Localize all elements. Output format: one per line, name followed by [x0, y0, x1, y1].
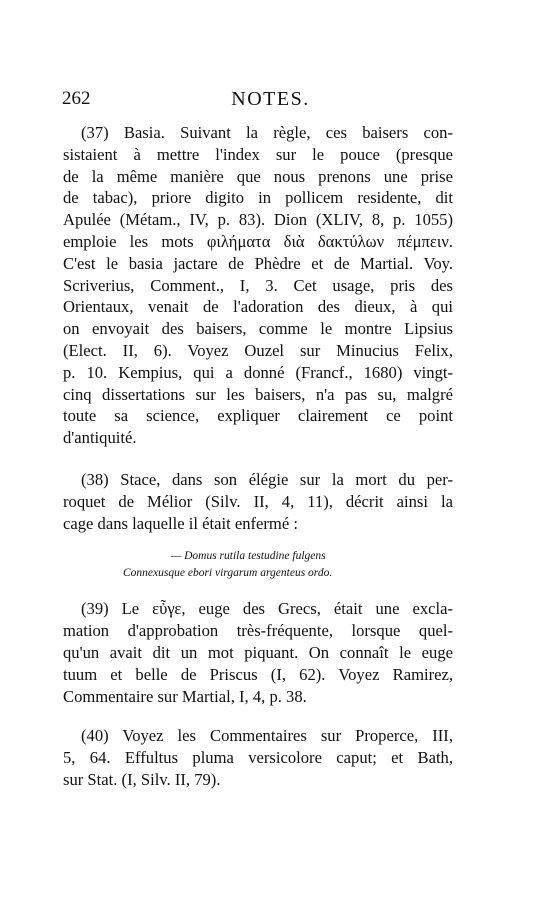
running-title: NOTES. [231, 88, 310, 110]
text-line: (39) Le εὖγε, euge des Grecs, était une excla- [81, 599, 453, 619]
text-line: p. 10. Kempius, qui a donné (Francf., 1680) vingt- [63, 362, 453, 382]
verse-line: Connexusque ebori virgarum argenteus ordo. [123, 567, 333, 580]
text-line: (40) Voyez les Commentaires sur Properce, III, [81, 726, 453, 746]
text-line: roquet de Mélior (Silv. II, 4, 11), décrit ainsi la [63, 491, 453, 511]
text-line: Commentaire sur Martial, I, 4, p. 38. [63, 686, 307, 706]
text-line: tuum et belle de Priscus (I, 62). Voyez Ramirez, [63, 664, 453, 684]
note-39 [63, 598, 453, 707]
text-line: Apulée (Métam., IV, p. 83). Dion (XLIV, 8, p. 1055) [63, 210, 453, 230]
text-line: sistaient à mettre l'index sur le pouce (presque [63, 144, 453, 164]
text-line: (Elect. II, 6). Voyez Ouzel sur Minucius Felix, [63, 340, 453, 360]
page-number: 262 [62, 88, 91, 109]
text-line: Orientaux, venait de l'adoration des dieux, à qui [63, 297, 453, 317]
text-line: Scriverius, Comment., I, 3. Cet usage, pris des [63, 275, 453, 295]
note-40 [63, 725, 453, 790]
verse-quotation [63, 548, 453, 582]
notes-body [63, 122, 453, 791]
text-line: on envoyait des baisers, comme le montre Lipsius [63, 319, 453, 339]
note-38 [63, 469, 453, 534]
note-37 [63, 122, 453, 449]
text-line: (37) Basia. Suivant la règle, ces baisers con- [81, 123, 453, 142]
verse-line: — Domus rutila testudine fulgens [171, 550, 326, 563]
text-line: de tabac), priore digito in pollicem residente, dit [63, 188, 453, 208]
text-line: C'est le basia jactare de Phèdre et de Martial. Voy. [63, 253, 453, 273]
text-line: mation d'approbation très-fréquente, lorsque quel- [63, 621, 453, 641]
text-line: cinq dissertations sur les baisers, n'a pas su, malgré [63, 384, 453, 404]
text-line: toute sa science, expliquer clairement ce point [63, 406, 453, 426]
text-line: sur Stat. (I, Silv. II, 79). [63, 769, 221, 789]
text-line: emploie les mots φιλήματα διὰ δακτύλων πέμπειν. [63, 231, 453, 251]
text-line: de la même manière que nous prenons une prise [63, 166, 453, 186]
text-line: 5, 64. Effultus pluma versicolore caput; et Bath, [63, 748, 453, 768]
text-line: qu'un avait dit un mot piquant. On connaît le euge [63, 642, 453, 662]
page-header [62, 88, 479, 118]
text-line: cage dans laquelle il était enfermé : [63, 513, 298, 533]
text-line: (38) Stace, dans son élégie sur la mort du per- [81, 469, 453, 489]
text-line: d'antiquité. [63, 428, 137, 448]
